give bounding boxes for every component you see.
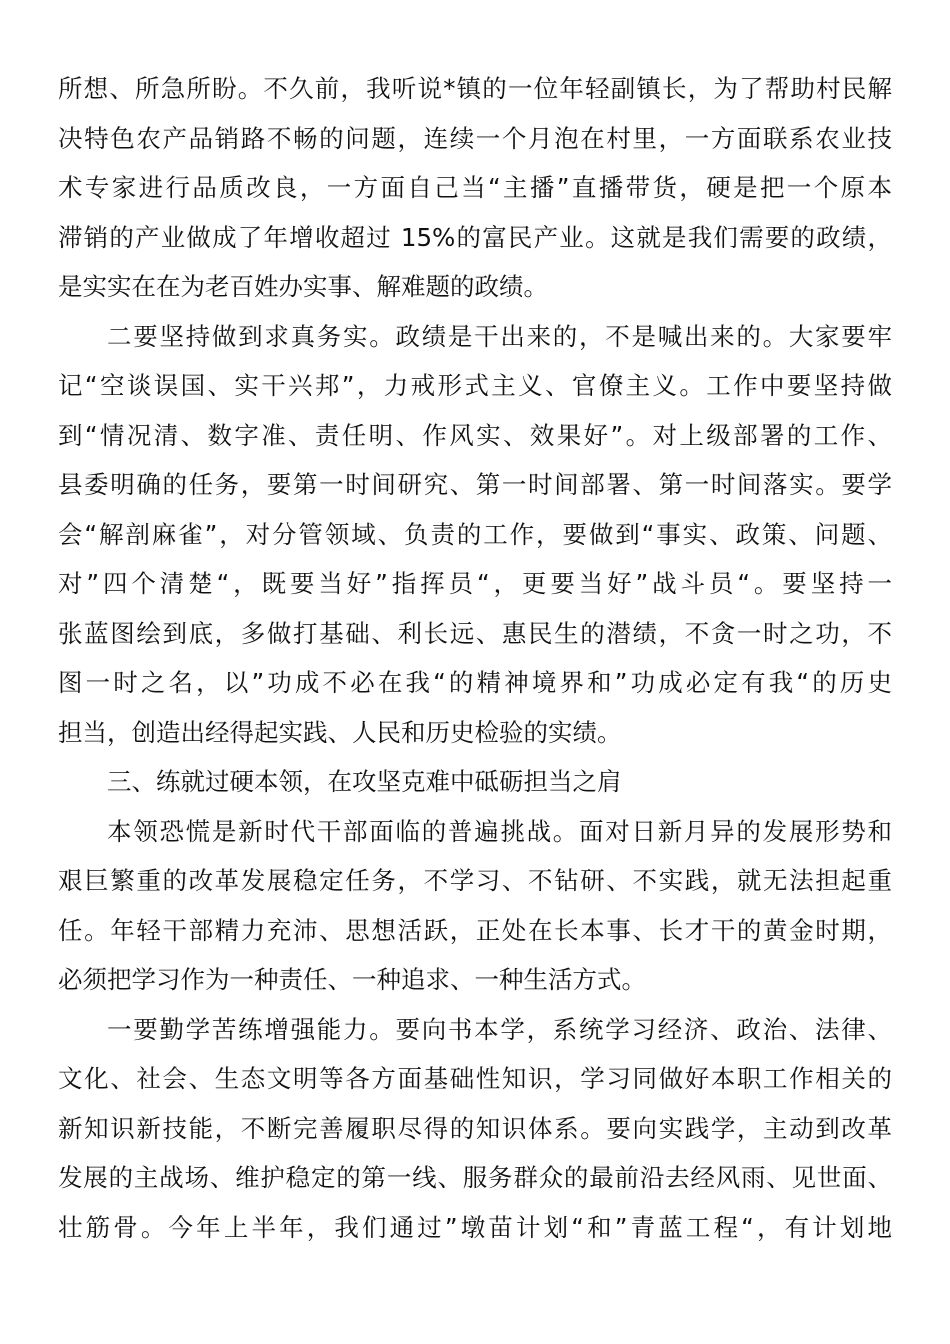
text-line: 新知识新技能，不断完善履职尽得的知识体系。要向实践学，主动到改革 [58,1113,892,1143]
paragraph-first-line: 二要坚持做到求真务实。政绩是干出来的，不是喊出来的。大家要牢 [107,321,892,351]
text-line: 到“情况清、数字准、责任明、作风实、效果好”。对上级部署的工作、 [58,420,892,450]
document-body [58,64,892,1252]
text-line: 决特色农产品销路不畅的问题，连续一个月泡在村里，一方面联系农业技 [58,123,892,153]
section-heading: 三、练就过硬本领，在攻坚克难中砥砺担当之肩 [107,767,622,796]
text-line: 必须把学习作为一种责任、一种追求、一种生活方式。 [58,965,646,994]
paragraph-first-line: 本领恐慌是新时代干部面临的普遍挑战。面对日新月异的发展形势和 [107,816,892,846]
text-line: 县委明确的任务，要第一时间研究、第一时间部署、第一时间落实。要学 [58,470,892,499]
text-line: 会“解剖麻雀”，对分管领域、负责的工作，要做到“事实、政策、问题、 [58,519,892,549]
text-line: 记“空谈误国、实干兴邦”，力戒形式主义、官僚主义。工作中要坚持做 [58,371,892,400]
text-line: 对”四个清楚“，既要当好”指挥员“，更要当好”战斗员“。要坚持一 [58,569,892,598]
text-line: 是实实在在为老百姓办实事、解难题的政绩。 [58,272,548,301]
text-line: 发展的主战场、维护稳定的第一线、服务群众的最前沿去经风雨、见世面、 [58,1163,892,1192]
text-line: 术专家进行品质改良，一方面自己当“主播”直播带货，硬是把一个原本 [58,173,892,202]
text-line: 艰巨繁重的改革发展稳定任务，不学习、不钻研、不实践，就无法担起重 [58,866,892,895]
text-line: 图一时之名，以”功成不必在我“的精神境界和”功成必定有我“的历史 [58,668,892,697]
text-line: 滞销的产业做成了年增收超过 15%的富民产业。这就是我们需要的政绩， [58,222,892,252]
text-line: 文化、社会、生态文明等各方面基础性知识，学习同做好本职工作相关的 [58,1064,892,1093]
text-line: 所想、所急所盼。不久前，我听说*镇的一位年轻副镇长，为了帮助村民解 [58,74,892,103]
text-line: 任。年轻干部精力充沛、思想活跃，正处在长本事、长才干的黄金时期， [58,915,892,945]
text-line: 壮筋骨。今年上半年，我们通过”墩苗计划“和”青蓝工程“，有计划地 [58,1212,892,1242]
text-line: 张蓝图绘到底，多做打基础、利长远、惠民生的潜绩，不贪一时之功，不 [58,618,892,648]
paragraph-first-line: 一要勤学苦练增强能力。要向书本学，系统学习经济、政治、法律、 [107,1014,892,1044]
text-line: 担当，创造出经得起实践、人民和历史检验的实绩。 [58,717,622,747]
